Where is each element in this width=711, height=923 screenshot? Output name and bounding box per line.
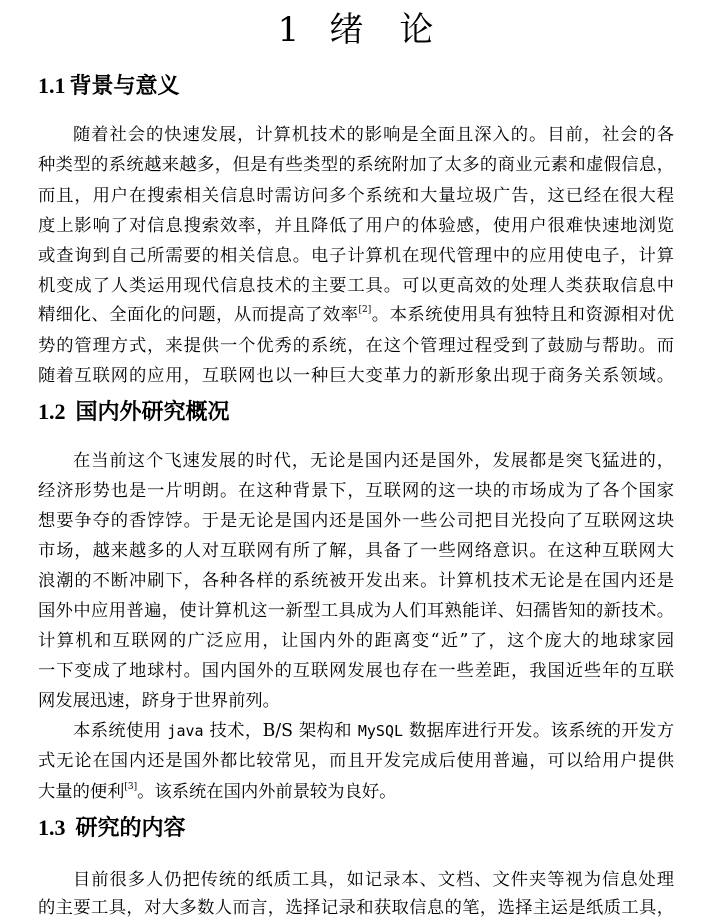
paragraph-line: 式无论在国内还是国外都比较常见，而且开发完成后使用普遍，可以给用户提供 xyxy=(38,751,674,771)
tech-term-java: java xyxy=(167,722,204,740)
paragraph-line: 一下变成了地球村。国内国外的互联网发展也存在一些差距，我国近些年的互联 xyxy=(38,661,674,681)
line-text: 技术，B/S 架构和 xyxy=(209,721,352,741)
chapter-title-char-2: 论 xyxy=(399,10,434,50)
section-heading-1-1 xyxy=(38,70,180,102)
paragraph-line: 网发展迅速，跻身于世界前列。 xyxy=(38,691,280,711)
citation-ref: [2] xyxy=(358,305,372,315)
chapter-title xyxy=(0,6,711,54)
line-text: 数据库进行开发。该系统的开发方 xyxy=(408,721,674,741)
section-number: 1.3 xyxy=(38,815,66,840)
paragraph-line: 国外中应用普遍，使计算机这一新型工具成为人们耳熟能详、妇孺皆知的新技术。 xyxy=(38,601,674,621)
tech-term-mysql: MySQL xyxy=(357,722,404,740)
line-text: 精细化、全面化的问题，从而提高了效率 xyxy=(38,305,359,325)
section-title: 背景与意义 xyxy=(69,73,180,99)
paragraph-line xyxy=(73,716,674,746)
paragraph-line: 经济形势也是一片明朗。在这种背景下，互联网的这一块的市场成为了各个国家 xyxy=(38,481,674,501)
line-text: 本系统使用 xyxy=(73,721,162,741)
line-text: 。本系统使用具有独特且和资源相对优 xyxy=(371,305,674,325)
section-heading-1-3 xyxy=(38,812,186,844)
line-text: 大量的便利 xyxy=(38,782,125,802)
paragraph-line xyxy=(38,300,674,330)
paragraph-line: 浪潮的不断冲刷下，各种各样的系统被开发出来。计算机技术无论是在国内还是 xyxy=(38,571,674,591)
paragraph-line: 种类型的系统越来越多，但是有些类型的系统附加了太多的商业元素和虚假信息， xyxy=(38,155,674,175)
paragraph-line: 想要争夺的香饽饽。于是无论是国内还是国外一些公司把目光投向了互联网这块 xyxy=(38,511,674,531)
paragraph-line xyxy=(38,777,674,807)
paragraph-line: 随着社会的快速发展，计算机技术的影响是全面且深入的。目前，社会的各 xyxy=(73,125,674,145)
paragraph-line: 机变成了人类运用现代信息技术的主要工具。可以更高效的处理人类获取信息中 xyxy=(38,276,674,296)
line-text: 。该系统在国内外前景较为良好。 xyxy=(137,782,397,802)
paragraph-line: 或查询到自己所需要的相关信息。电子计算机在现代管理中的应用使电子，计算 xyxy=(38,246,674,266)
section-number: 1.1 xyxy=(38,73,66,98)
paragraph-line: 市场，越来越多的人对互联网有所了解，具备了一些网络意识。在这种互联网大 xyxy=(38,541,674,561)
paragraph-line: 在当前这个飞速发展的时代，无论是国内还是国外，发展都是突飞猛进的， xyxy=(73,451,674,471)
paragraph-line: 目前很多人仍把传统的纸质工具，如记录本、文档、文件夹等视为信息处理 xyxy=(73,870,674,890)
section-number: 1.2 xyxy=(38,399,66,424)
paragraph-line: 计算机和互联网的广泛应用，让国内外的距离变“近”了，这个庞大的地球家园 xyxy=(38,631,674,651)
chapter-number: 1 xyxy=(277,10,300,50)
section-title: 研究的内容 xyxy=(75,815,186,841)
paragraph-line: 度上影响了对信息搜索效率，并且降低了用户的体验感，使用户很难快速地浏览 xyxy=(38,216,674,236)
section-heading-1-2 xyxy=(38,396,230,428)
chapter-title-char-1: 绪 xyxy=(329,10,364,50)
paragraph-line: 的主要工具，对大多数人而言，选择记录和获取信息的笔，选择主运是纸质工具， xyxy=(38,898,674,918)
section-title: 国内外研究概况 xyxy=(75,399,230,425)
citation-ref: [3] xyxy=(124,782,138,792)
paragraph-line: 势的管理方式，来提供一个优秀的系统，在这个管理过程受到了鼓励与帮助。而 xyxy=(38,336,674,356)
paragraph-line: 随着互联网的应用，互联网也以一种巨大变革力的新形象出现于商务关系领域。 xyxy=(38,366,674,386)
paragraph-line: 而且，用户在搜索相关信息时需访问多个系统和大量垃圾广告，这已经在很大程 xyxy=(38,186,674,206)
